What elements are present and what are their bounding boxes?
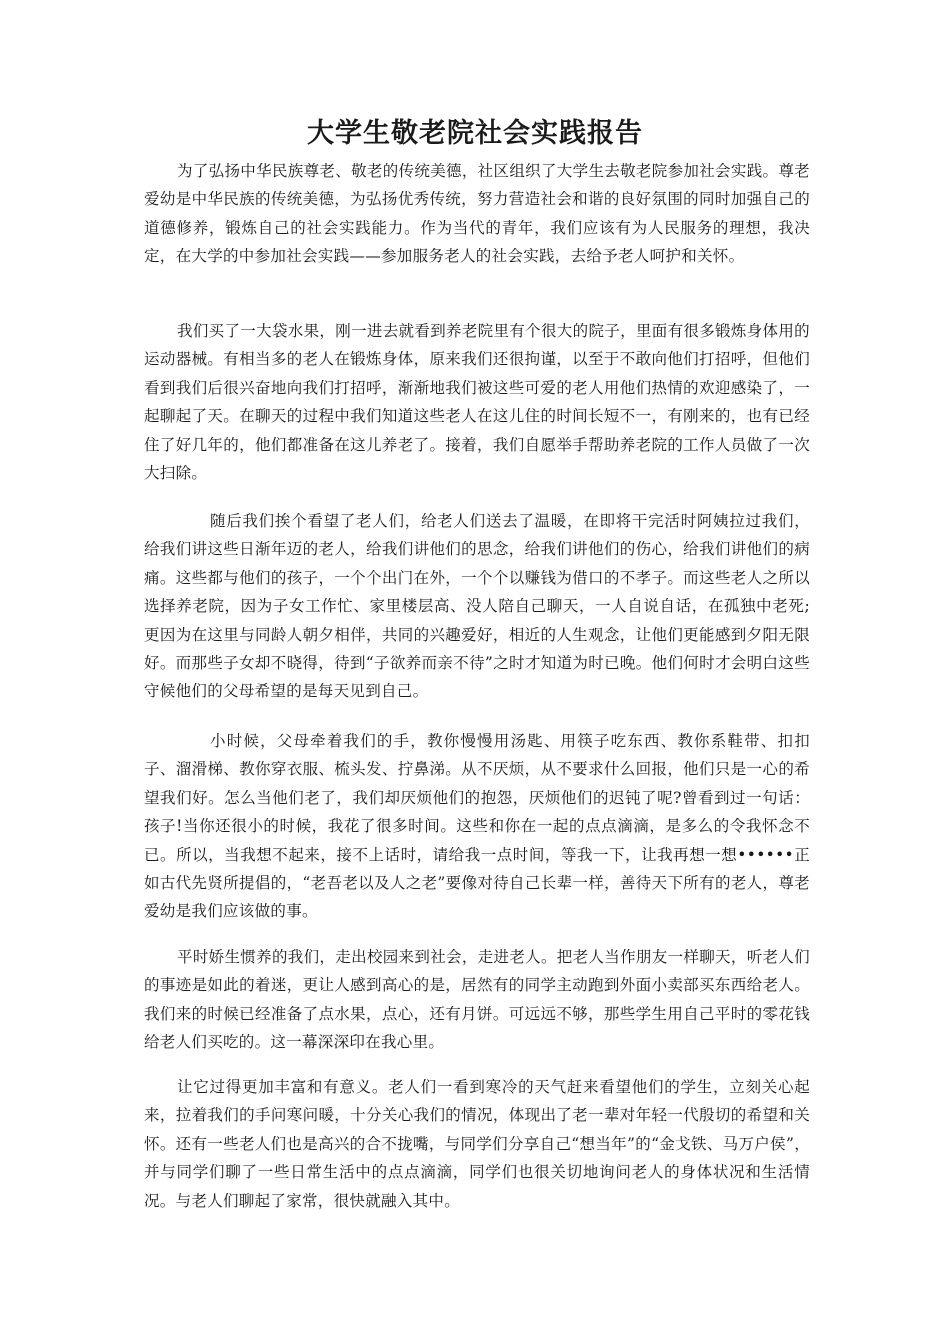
paragraph-2: 我们买了一大袋水果，刚一进去就看到养老院里有个很大的院子，里面有很多锻炼身体用的运动器械。有相当多的老人在锻炼身体，原来我们还很拘谨，以至于不敢向他们打招呼，但他们看到我们后很兴奋地向我们打招呼，渐渐地我们被这些可爱的老人用他们热情的欢迎感染了，一起聊起了天。在聊天的过程中我们知道这些老人在这儿住的时间长短不一，有刚来的，也有已经住了好几年的，他们都准备在这儿养老了。接着，我们自愿举手帮助养老院的工作人员做了一次大扫除。 [144,322,810,483]
document-title: 大学生敬老院社会实践报告 [307,118,643,149]
paragraph-6: 让它过得更加丰富和有意义。老人们一看到寒冷的天气赶来看望他们的学生，立刻关心起来，拉着我们的手问寒问暖，十分关心我们的情况，体现出了老一辈对年轻一代殷切的希望和关怀。还有一些老人们也是高兴的合不拢嘴，与同学们分享自己“想当年”的“金戈铁、马万户侯”，并与同学们聊了一些日常生活中的点点滴滴，同学们也很关切地询问老人的身体状况和生活情况。与老人们聊起了家常，很快就融入其中。 [144,1078,810,1210]
paragraph-1: 为了弘扬中华民族尊老、敬老的传统美德，社区组织了大学生去敬老院参加社会实践。尊老爱幼是中华民族的传统美德，为弘扬优秀传统，努力营造社会和谐的良好氛围的同时加强自己的道德修养，锻炼自己的社会实践能力。作为当代的青年，我们应该有为人民服务的理想，我决定，在大学的中参加社会实践——参加服务老人的社会实践，去给予老人呵护和关怀。 [144,162,810,266]
paragraph-4: 小时候，父母牵着我们的手，教你慢慢用汤匙、用筷子吃东西、教你系鞋带、扣扣子、溜滑梯、教你穿衣服、梳头发、拧鼻涕。从不厌烦，从不要求什么回报，他们只是一心的希望我们好。怎么当他们老了，我们却厌烦他们的抱怨，厌烦他们的迟钝了呢?曾看到过一句话：孩子!当你还很小的时候，我花了很多时间。这些和你在一起的点点滴滴，是多么的令我怀念不已。所以，当我想不起来，接不上话时，请给我一点时间，等我一下，让我再想一想••••••正如古代先贤所提倡的，“老吾老以及人之老”要像对待自己长辈一样，善待天下所有的老人，尊老爱幼是我们应该做的事。 [144,732,810,921]
paragraph-3: 随后我们挨个看望了老人们，给老人们送去了温暖，在即将干完活时阿姨拉过我们，给我们讲这些日渐年迈的老人，给我们讲他们的思念，给我们讲他们的伤心，给我们讲他们的病痛。这些都与他们的孩子，一个个出门在外，一个个以赚钱为借口的不孝子。而这些老人之所以选择养老院，因为子女工作忙、家里楼层高、没人陪自己聊天，一人自说自话，在孤独中老死;更因为在这里与同龄人朝夕相伴，共同的兴趣爱好，相近的人生观念，让他们更能感到夕阳无限好。而那些子女却不晓得，待到“子欲养而亲不待”之时才知道为时已晚。他们何时才会明白这些守候他们的父母希望的是每天见到自己。 [144,512,810,701]
paragraph-5: 平时娇生惯养的我们，走出校园来到社会，走进老人。把老人当作朋友一样聊天，听老人们的事迹是如此的着迷，更让人感到高心的是，居然有的同学主动跑到外面小卖部买东西给老人。我们来的时候已经准备了点水果，点心，还有月饼。可远远不够，那些学生用自己平时的零花钱给老人们买吃的。这一幕深深印在我心里。 [144,948,810,1052]
